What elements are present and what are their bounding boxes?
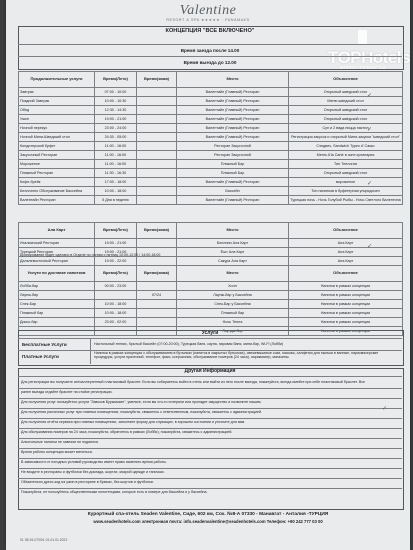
table-row	[19, 88, 403, 97]
food-services-table	[18, 71, 403, 205]
table-cell: Валентайн (Главный) Ресторан	[177, 133, 289, 142]
drinks-column-header: Время(Лето)	[95, 266, 137, 282]
table-cell: Валентайн (Главный) Ресторан	[177, 115, 289, 124]
table-cell: Лаунж-бар	[19, 291, 95, 300]
drinks-header-row	[19, 266, 403, 282]
table-cell: Кофе-брейк	[19, 178, 95, 187]
table-cell: Открытый шведский стол	[289, 169, 403, 178]
divider	[18, 388, 402, 389]
table-cell: Тип Теплогия	[289, 160, 403, 169]
table-cell: Диско-бар	[19, 318, 95, 327]
food-column-header: Место	[177, 72, 289, 88]
table-cell: Напитки в рамках концепции	[289, 318, 403, 327]
free-services-label: Бесплатные Услуги	[22, 342, 67, 347]
table-cell: Ночь Тепла	[177, 318, 289, 327]
table-cell	[137, 309, 177, 318]
table-row	[19, 124, 403, 133]
footer-contacts: www.seadenhotels.com электронная почта: info.seadenvalentine@seadenhotels.com Телефон: +90 242 777 03 00	[93, 519, 323, 524]
info-line: Пожалуйста, не пользуйтесь общественными полотенцами, которые есть в номере для бассейна и у бассейна.	[21, 490, 208, 494]
drinks-column-header: Услуги по доставке напитков	[19, 266, 95, 282]
info-line: Для получения различных услуг при главных помещениях, пожалуйста, свяжитесь с ответственным, пожалуйста, свяжитесь с администрацией.	[21, 410, 263, 414]
table-cell: Напитки в рамках концепции	[289, 309, 403, 318]
divider	[18, 418, 402, 419]
table-row	[19, 142, 403, 151]
info-line: Для регистрации вы получаете антиаллергенный пластиковый браслет. Если вы собираетесь войти в отель или выйти из него после выезда, пожалуйста, всегда имейте при себе пластиковый браслет. Все	[21, 380, 366, 384]
table-cell	[137, 142, 177, 151]
table-cell: Кондитерский буфет	[19, 142, 95, 151]
table-row	[19, 309, 403, 318]
hotel-brand	[6, 0, 410, 22]
divider	[90, 338, 91, 364]
table-row	[19, 160, 403, 169]
table-cell: Сакура Ала Карт	[177, 257, 289, 266]
info-line: Алкогольные напитки не завезли не подаются.	[21, 440, 99, 444]
info-line: Для получения отчёта сервиса при главных помещениях, заполните форму для служащих, в хорошем состоянии и уточните для вам.	[21, 420, 246, 424]
table-cell	[137, 318, 177, 327]
table-cell: Напитки в рамках концепции	[289, 282, 403, 291]
info-line: Для обслуживания номеров на 24 часа, пожалуйста, обратитесь в рамках (Лобби), пожалуйста, свяжитесь с администрацией.	[21, 430, 233, 434]
paid-services-text: Напитки в рамках концепции с обслуживанием в бутылках (напиток в закрытых бутылках), свежевыжатые соки, массаж, салфетки для пыльки в ванные, парикмахерские процедуры, услуги прачечной, телефон, факс, ксерокопия, обслуживание номеров (24 часа), парикмахер, магазины.	[94, 351, 379, 360]
table-row	[19, 106, 403, 115]
table-cell: 10:00 - 18:00	[95, 300, 137, 309]
table-cell: Холл	[177, 282, 289, 291]
table-row	[19, 187, 403, 196]
document-code: 01 08 26-07/001 01.01.01.2022	[20, 538, 68, 542]
hotel-logo: Valentine	[179, 3, 237, 18]
table-row	[19, 239, 403, 248]
table-cell: Регистрация закусок и открытый Мини-закуски "шведский стол"	[289, 133, 403, 142]
table-row	[19, 196, 403, 205]
handwritten-checkmark: ✓	[382, 406, 388, 412]
info-line: Для получения услуг пользуйтесь услуги "Завсков Бурымские", уменьте, если вы что-то потеряли или пропадет имущество и позвоните нашим.	[21, 400, 262, 404]
table-cell	[137, 187, 177, 196]
drinks-table	[18, 265, 403, 336]
table-cell: Меню шведский стол	[289, 97, 403, 106]
table-cell: Дальневосточный Ресторан	[19, 257, 95, 266]
info-line: В зависимости от погодных условий руководство имеет право изменять время работы.	[21, 460, 167, 464]
table-cell: Валентайн (Главный) Ресторан	[177, 88, 289, 97]
table-cell: мороженое	[289, 178, 403, 187]
table-cell: Ужин	[19, 115, 95, 124]
info-line: Не входите в рестораны и футболки без доклада, шортах, мокрой одежде и тапочках.	[21, 470, 165, 474]
handwritten-checkmark: ✓	[367, 181, 373, 187]
table-cell: Ресторан Закусочной	[177, 151, 289, 160]
table-cell: Снек-Бар	[19, 300, 95, 309]
drinks-column-header: Место	[177, 266, 289, 282]
checkout-time: Время выезда до 12.00	[183, 60, 237, 65]
table-cell: 19:00 - 21:00	[95, 248, 137, 257]
table-cell: Бассейн	[177, 187, 289, 196]
info-line: Время работы концепции может меняться.	[21, 450, 93, 454]
food-column-header: Время(Лето)	[95, 72, 137, 88]
table-cell: Лаундж-бар	[177, 327, 289, 336]
table-cell	[137, 196, 177, 205]
handwritten-checkmark: ✓	[367, 127, 373, 133]
table-cell: Тип напитков в буфетерная упорядочен	[289, 187, 403, 196]
table-row	[19, 133, 403, 142]
divider	[18, 376, 402, 377]
table-cell: Ресторан Закусочной	[177, 142, 289, 151]
table-row	[19, 178, 403, 187]
table-cell	[137, 115, 177, 124]
table-cell: Суп и 2 вида пицца пастил	[289, 124, 403, 133]
drinks-column-header: Время(зима)	[137, 266, 177, 282]
divider	[18, 458, 402, 459]
table-cell: Открытый шведский стол	[289, 106, 403, 115]
table-cell: Ёшт Ала Карт	[177, 248, 289, 257]
table-cell: 23:00 - 02:00	[95, 318, 137, 327]
table-cell: Турецкая ночь - Ночь Голубой Рыбы - Ночь Светлого Валентина	[289, 196, 403, 205]
food-column-header: Объяснение	[289, 72, 403, 88]
table-cell: Пляжный бар	[177, 309, 289, 318]
table-cell: 07/24	[137, 291, 177, 300]
alacarte-reservation-note: Бронирование будет сделано в Отделе по гостям с пятниц 10:00-12:00 / 14:00-18:00	[20, 253, 161, 257]
table-cell	[137, 97, 177, 106]
table-cell: 07:00 - 10:00	[95, 88, 137, 97]
table-cell: Закусочный Ресторан	[19, 151, 95, 160]
table-cell: Турецкий Ресторан	[19, 248, 95, 257]
table-cell: 11:00 - 16:00	[95, 142, 137, 151]
table-cell: Бесплатно Обслуживание Бассейна	[19, 187, 95, 196]
divider	[18, 56, 402, 57]
table-cell: Лаунж-бар у Бассейна	[177, 291, 289, 300]
table-cell: Мороженое	[19, 160, 95, 169]
hotel-logo-subtitle: RESORT & SPA ★★★★★ · PANAMAKS	[166, 18, 250, 22]
table-cell: Валентайн (Главный) Ресторан	[177, 124, 289, 133]
table-cell: Пляжный бар	[19, 309, 95, 318]
watermark-logo-text: TOPHotels	[328, 48, 410, 67]
table-cell: Лобби-бар	[19, 282, 95, 291]
table-cell: Сэндвич, Sandwich Турек d' Сакко	[289, 142, 403, 151]
alacarte-column-header: Место	[177, 223, 289, 239]
table-cell: Открытый шведский стол	[289, 115, 403, 124]
divider	[18, 438, 402, 439]
table-cell: Ала Карт	[289, 239, 403, 248]
document-sheet	[6, 0, 410, 550]
table-cell	[137, 124, 177, 133]
table-cell	[137, 160, 177, 169]
table-cell: Меню А'la Carte в зоне кулинария	[289, 151, 403, 160]
table-cell: 11:00 - 16:00	[95, 151, 137, 160]
divider	[18, 44, 402, 45]
table-cell: Валентайн (Главный) Ресторан	[177, 178, 289, 187]
table-cell: Пляжный Ресторан	[19, 169, 95, 178]
alacarte-column-header: Объяснение	[289, 223, 403, 239]
alacarte-column-header: Время(зима)	[137, 223, 177, 239]
watermark-tag: ФОТО ТУРИСТА	[339, 66, 387, 72]
table-cell	[137, 133, 177, 142]
services-title: Услуги	[201, 330, 219, 336]
divider	[18, 408, 402, 409]
table-cell: Валентайн (Главный) Ресторан	[177, 106, 289, 115]
table-cell	[137, 106, 177, 115]
table-cell: Ночной перекус	[19, 124, 95, 133]
table-cell: Напитки в рамках концепции	[289, 291, 403, 300]
table-cell: Беллини Ала Карт	[177, 239, 289, 248]
food-column-header: Время(зима)	[137, 72, 177, 88]
divider	[18, 398, 402, 399]
table-row	[19, 151, 403, 160]
table-row	[19, 318, 403, 327]
table-cell: 12:30 - 14:30	[95, 106, 137, 115]
divider	[18, 448, 402, 449]
table-cell: 24:30 - 05:00	[95, 133, 137, 142]
table-cell: 23:00 - 24:00	[95, 124, 137, 133]
table-cell: Снек-Бар у Бассейна	[177, 300, 289, 309]
table-cell: Валентайн (Главный) Ресторан	[177, 196, 289, 205]
table-cell: 10:00 - 10:30	[95, 97, 137, 106]
table-cell	[137, 88, 177, 97]
table-cell	[137, 178, 177, 187]
info-line: ранее выезда отдайте браслет на стойке регистрации.	[21, 390, 113, 394]
alacarte-column-header: Время(Лето)	[95, 223, 137, 239]
table-row	[19, 300, 403, 309]
divider	[18, 428, 402, 429]
footer-address: Курортный спа-отель Seaden Valentine, Сиде, 602 км, Сох. №8-А 07330 - Манавгат - Анталия -ТУРЦИЯ	[87, 512, 329, 517]
table-cell: 5 Дня в неделю	[95, 196, 137, 205]
handwritten-checkmark: ✓	[367, 244, 373, 250]
table-cell	[137, 151, 177, 160]
concept-title: КОНЦЕПЦИЯ "ВСЕ ВКЛЮЧЕНО"	[165, 28, 255, 34]
table-cell: Ала Карт	[289, 248, 403, 257]
table-cell: Поздний Завтрак	[19, 97, 95, 106]
checkin-time: Время заезда после 14.00	[180, 48, 240, 53]
table-cell: Напитки в рамках концепции	[289, 300, 403, 309]
divider	[18, 338, 402, 339]
table-cell: Валентайн (Главный) Ресторан	[177, 97, 289, 106]
table-cell: Ночной Мини-Шведский стол	[19, 133, 95, 142]
divider	[18, 478, 402, 479]
table-cell: 11:00 - 16:00	[95, 160, 137, 169]
table-cell: Завтрак	[19, 88, 95, 97]
table-cell: 10:00 - 18:00	[95, 187, 137, 196]
table-row	[19, 169, 403, 178]
table-cell: 10:00 - 18:00	[95, 309, 137, 318]
table-cell: Итальянский Ресторан	[19, 239, 95, 248]
table-cell: 19:00 - 21:00	[95, 115, 137, 124]
table-cell	[137, 300, 177, 309]
table-cell: Пляжный Бар	[177, 160, 289, 169]
drinks-column-header: Объяснение	[289, 266, 403, 282]
table-cell	[137, 282, 177, 291]
divider	[18, 488, 402, 489]
table-cell: 00:00 - 23:00	[95, 282, 137, 291]
table-cell: Ала Карт	[289, 257, 403, 266]
alacarte-header-row	[19, 223, 403, 239]
info-line: Обязательно дресс-код на ужин в ресторане в брюках, без шортов и футболки.	[21, 480, 154, 484]
alacarte-column-header: Ала Карт	[19, 223, 95, 239]
table-cell: 19:00 - 22:00	[95, 257, 137, 266]
food-header-row	[19, 72, 403, 88]
table-row	[19, 282, 403, 291]
table-cell: Обед	[19, 106, 95, 115]
table-cell: Открытый шведский стол	[289, 88, 403, 97]
table-row	[19, 115, 403, 124]
table-cell	[95, 291, 137, 300]
table-cell: 11:30 - 16:30	[95, 169, 137, 178]
table-cell: 17:00 - 18:00	[95, 178, 137, 187]
free-services-text: Настольный теннис, Крытый бассейн (07:00-20:00), Турецкая баня, сауна, паровая баня, мини-бар, Wi-Fi (Лобби)	[94, 342, 284, 346]
alacarte-table	[18, 222, 403, 266]
divider	[18, 468, 402, 469]
table-cell: Валентайн Ресторан	[19, 196, 95, 205]
table-cell: Напитки в рамках концепции	[289, 327, 403, 336]
table-row	[19, 97, 403, 106]
paid-services-label: Платные Услуги	[22, 354, 59, 359]
food-column-header: Продолжительные услуги	[19, 72, 95, 88]
table-cell	[137, 239, 177, 248]
table-row	[19, 291, 403, 300]
table-cell: Пляжный Бар	[177, 169, 289, 178]
table-cell	[137, 169, 177, 178]
other-info-title: Другая Информация	[184, 368, 236, 374]
table-cell: 19:00 - 21:00	[95, 239, 137, 248]
handwritten-checkmark: ✓	[367, 93, 373, 99]
